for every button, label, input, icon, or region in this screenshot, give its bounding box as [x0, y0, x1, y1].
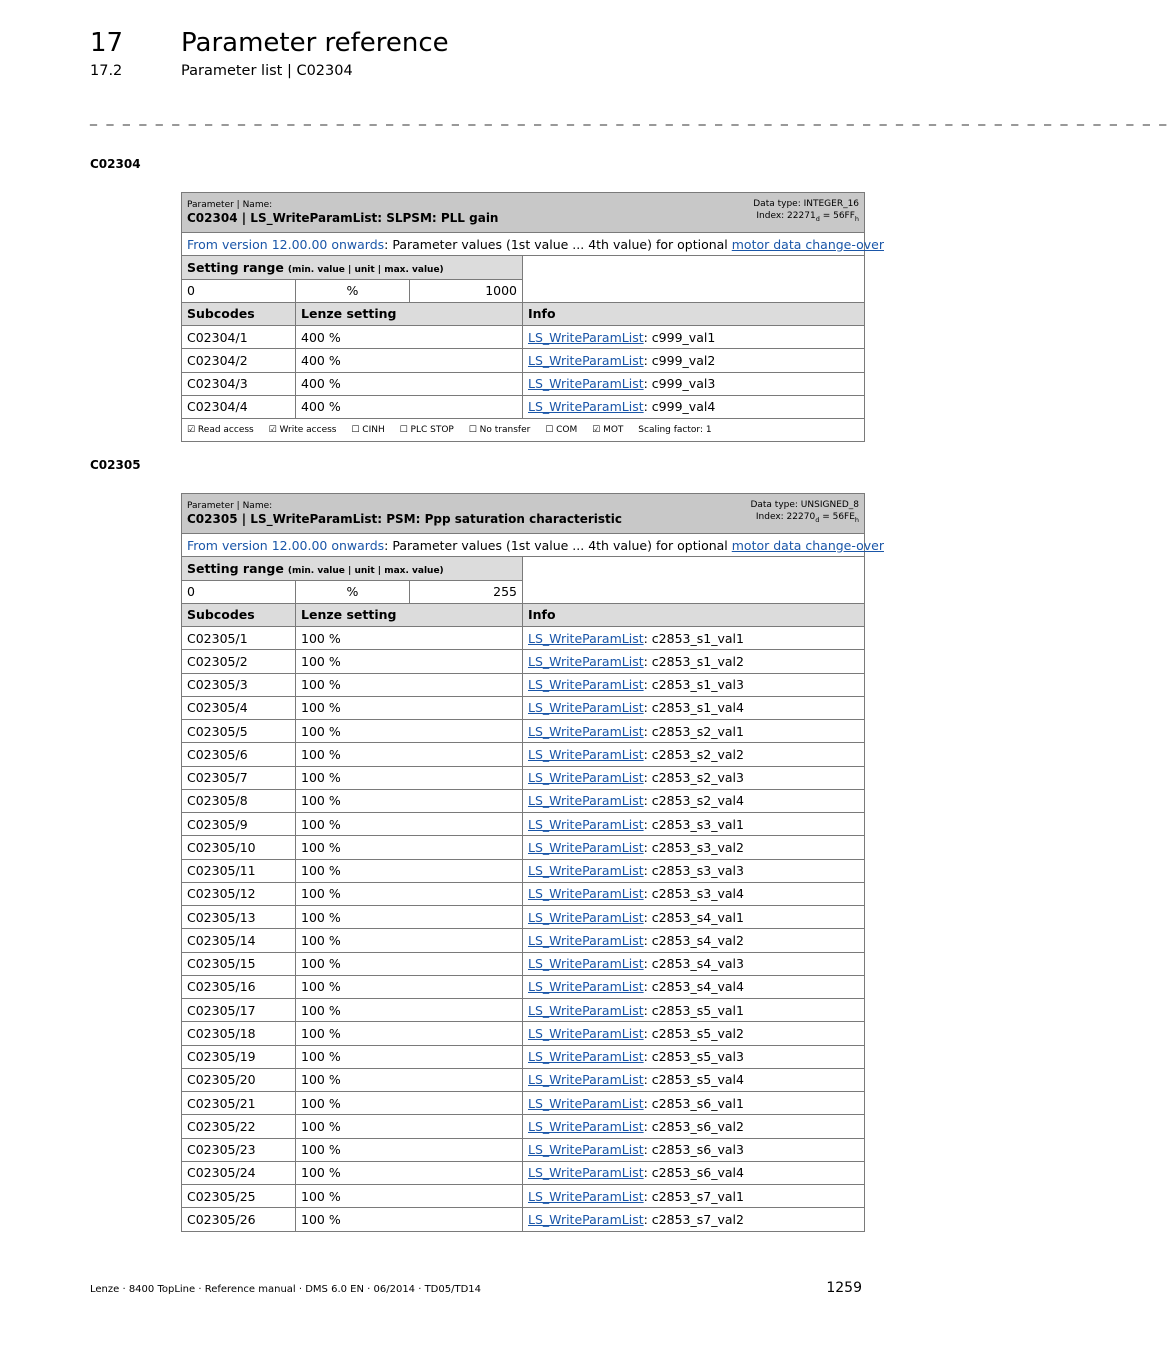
subcode-cell: C02305/25	[182, 1185, 296, 1208]
lenze-setting-cell: 100 %	[296, 673, 523, 696]
range-min: 0	[182, 279, 296, 302]
writeparamlist-link[interactable]: LS_WriteParamList	[528, 839, 644, 855]
writeparamlist-link[interactable]: LS_WriteParamList	[528, 932, 644, 948]
lenze-setting-cell: 100 %	[296, 1045, 523, 1068]
writeparamlist-link[interactable]: LS_WriteParamList	[528, 653, 644, 669]
lenze-setting-cell: 100 %	[296, 789, 523, 812]
info-cell: LS_WriteParamList: c2853_s7_val1	[523, 1185, 865, 1208]
subcode-cell: C02304/1	[182, 326, 296, 349]
chapter-number: 17	[90, 28, 124, 58]
subcode-cell: C02305/7	[182, 766, 296, 789]
table-row	[182, 1161, 865, 1184]
info-cell: LS_WriteParamList: c2853_s1_val1	[523, 627, 865, 650]
writeparamlist-link[interactable]: LS_WriteParamList	[528, 1002, 644, 1018]
motor-data-link[interactable]: motor data change-over	[731, 236, 884, 252]
writeparamlist-link[interactable]: LS_WriteParamList	[528, 1072, 644, 1088]
subcode-cell: C02304/4	[182, 395, 296, 418]
table-row	[182, 859, 865, 882]
param-table-c02305	[181, 493, 884, 1232]
subcode-cell: C02305/19	[182, 1045, 296, 1068]
writeparamlist-link[interactable]: LS_WriteParamList	[528, 1211, 644, 1227]
table-row	[182, 766, 865, 789]
info-cell: LS_WriteParamList: c2853_s3_val3	[523, 859, 865, 882]
info-cell: LS_WriteParamList: c2853_s4_val4	[523, 975, 865, 998]
info-cell: LS_WriteParamList: c2853_s3_val4	[523, 882, 865, 905]
writeparamlist-link[interactable]: LS_WriteParamList	[528, 746, 644, 762]
lenze-setting-cell: 400 %	[296, 349, 523, 372]
writeparamlist-link[interactable]: LS_WriteParamList	[528, 399, 644, 415]
setting-range-label: Setting range (min. value | unit | max. value)	[182, 557, 523, 580]
writeparamlist-link[interactable]: LS_WriteParamList	[528, 886, 644, 902]
writeparamlist-link[interactable]: LS_WriteParamList	[528, 909, 644, 925]
table-row	[182, 1185, 865, 1208]
section-title: Parameter list | C02304	[181, 63, 353, 79]
col-subcodes: Subcodes	[182, 302, 296, 325]
lenze-setting-cell: 100 %	[296, 859, 523, 882]
subcode-cell: C02304/2	[182, 349, 296, 372]
table-row	[182, 789, 865, 812]
subcode-cell: C02304/3	[182, 372, 296, 395]
writeparamlist-link[interactable]: LS_WriteParamList	[528, 1025, 644, 1041]
info-cell: LS_WriteParamList: c2853_s2_val1	[523, 720, 865, 743]
table-row	[182, 906, 865, 929]
subcode-cell: C02305/1	[182, 627, 296, 650]
info-cell: LS_WriteParamList: c2853_s5_val4	[523, 1068, 865, 1091]
col-info: Info	[523, 302, 865, 325]
lenze-setting-cell: 100 %	[296, 952, 523, 975]
info-cell: LS_WriteParamList: c2853_s6_val3	[523, 1138, 865, 1161]
data-type: Data type: UNSIGNED_8	[750, 500, 860, 510]
mot-flag: ☑ MOT	[592, 425, 624, 436]
info-cell: LS_WriteParamList: c2853_s2_val3	[523, 766, 865, 789]
subcode-cell: C02305/17	[182, 999, 296, 1022]
plc-stop-flag: ☐ PLC STOP	[399, 425, 454, 436]
table-row	[182, 1092, 865, 1115]
lenze-setting-cell: 100 %	[296, 813, 523, 836]
subcode-cell: C02305/6	[182, 743, 296, 766]
param-name: C02305 | LS_WriteParamList: PSM: Ppp saturation characteristic	[187, 512, 622, 526]
access-flags	[182, 419, 865, 442]
info-cell: LS_WriteParamList: c999_val4	[523, 395, 865, 418]
writeparamlist-link[interactable]: LS_WriteParamList	[528, 700, 644, 716]
writeparamlist-link[interactable]: LS_WriteParamList	[528, 793, 644, 809]
lenze-setting-cell: 100 %	[296, 1068, 523, 1091]
range-blank	[523, 557, 865, 604]
subcode-cell: C02305/24	[182, 1161, 296, 1184]
info-cell: LS_WriteParamList: c2853_s5_val3	[523, 1045, 865, 1068]
col-info: Info	[523, 603, 865, 626]
table-row	[182, 743, 865, 766]
col-lenze-setting: Lenze setting	[296, 603, 523, 626]
write-access-flag: ☑ Write access	[268, 425, 337, 436]
lenze-setting-cell: 400 %	[296, 395, 523, 418]
info-cell: LS_WriteParamList: c2853_s6_val2	[523, 1115, 865, 1138]
param-header	[182, 193, 865, 233]
param-heading-c02305: C02305	[90, 458, 141, 472]
lenze-setting-cell: 400 %	[296, 326, 523, 349]
info-cell: LS_WriteParamList: c999_val3	[523, 372, 865, 395]
subcode-cell: C02305/21	[182, 1092, 296, 1115]
range-max: 255	[410, 580, 523, 603]
setting-range-label: Setting range (min. value | unit | max. value)	[182, 256, 523, 279]
version-note: From version 12.00.00 onwards	[187, 236, 385, 252]
table-row	[182, 1115, 865, 1138]
table-row	[182, 650, 865, 673]
lenze-setting-cell: 100 %	[296, 999, 523, 1022]
writeparamlist-link[interactable]: LS_WriteParamList	[528, 1188, 644, 1204]
range-max: 1000	[410, 279, 523, 302]
lenze-setting-cell: 100 %	[296, 766, 523, 789]
info-cell: LS_WriteParamList: c2853_s6_val1	[523, 1092, 865, 1115]
lenze-setting-cell: 100 %	[296, 1022, 523, 1045]
writeparamlist-link[interactable]: LS_WriteParamList	[528, 1165, 644, 1181]
param-name: C02304 | LS_WriteParamList: SLPSM: PLL gain	[187, 211, 499, 225]
table-row	[182, 627, 865, 650]
lenze-setting-cell: 100 %	[296, 743, 523, 766]
info-cell: LS_WriteParamList: c2853_s3_val2	[523, 836, 865, 859]
range-unit: %	[296, 580, 410, 603]
section-number: 17.2	[90, 63, 123, 79]
lenze-setting-cell: 100 %	[296, 1185, 523, 1208]
info-cell: LS_WriteParamList: c999_val2	[523, 349, 865, 372]
table-row	[182, 1045, 865, 1068]
col-subcodes: Subcodes	[182, 603, 296, 626]
subcode-cell: C02305/4	[182, 696, 296, 719]
subcode-cell: C02305/13	[182, 906, 296, 929]
table-row	[182, 836, 865, 859]
writeparamlist-link[interactable]: LS_WriteParamList	[528, 376, 644, 392]
writeparamlist-link[interactable]: LS_WriteParamList	[528, 677, 644, 693]
table-row	[182, 813, 865, 836]
range-min: 0	[182, 580, 296, 603]
writeparamlist-link[interactable]: LS_WriteParamList	[528, 770, 644, 786]
info-cell: LS_WriteParamList: c2853_s2_val2	[523, 743, 865, 766]
page-number: 1259	[826, 1280, 862, 1296]
subcode-cell: C02305/18	[182, 1022, 296, 1045]
param-heading-c02304: C02304	[90, 157, 141, 171]
table-row	[182, 696, 865, 719]
info-cell: LS_WriteParamList: c2853_s1_val4	[523, 696, 865, 719]
info-cell: LS_WriteParamList: c2853_s6_val4	[523, 1161, 865, 1184]
param-table-c02304	[181, 192, 884, 442]
param-index: Index: $22270_d = 56FE_h$	[755, 512, 860, 524]
writeparamlist-link[interactable]: LS_WriteParamList	[528, 863, 644, 879]
scaling-factor: Scaling factor: 1	[638, 425, 712, 436]
table-row	[182, 1022, 865, 1045]
subcode-cell: C02305/2	[182, 650, 296, 673]
info-cell: LS_WriteParamList: c2853_s5_val1	[523, 999, 865, 1022]
param-header	[182, 494, 865, 534]
subcode-cell: C02305/5	[182, 720, 296, 743]
table-row	[182, 720, 865, 743]
lenze-setting-cell: 100 %	[296, 650, 523, 673]
param-name-label: Parameter | Name:	[187, 200, 273, 210]
subcode-cell: C02305/10	[182, 836, 296, 859]
param-index: Index: $22271_d = 56FF_h$	[756, 211, 860, 223]
cinh-flag: ☐ CINH	[351, 425, 385, 436]
subcode-cell: C02305/22	[182, 1115, 296, 1138]
subcode-cell: C02305/9	[182, 813, 296, 836]
table-row	[182, 975, 865, 998]
param-type-index	[753, 198, 859, 225]
writeparamlist-link[interactable]: LS_WriteParamList	[528, 956, 644, 972]
lenze-setting-cell: 100 %	[296, 975, 523, 998]
table-row	[182, 395, 865, 418]
lenze-setting-cell: 400 %	[296, 372, 523, 395]
info-cell: LS_WriteParamList: c2853_s4_val3	[523, 952, 865, 975]
lenze-setting-cell: 100 %	[296, 1208, 523, 1231]
subcode-cell: C02305/26	[182, 1208, 296, 1231]
table-row	[182, 999, 865, 1022]
writeparamlist-link[interactable]: LS_WriteParamList	[528, 816, 644, 832]
writeparamlist-link[interactable]: LS_WriteParamList	[528, 979, 644, 995]
subcode-cell: C02305/15	[182, 952, 296, 975]
range-unit: %	[296, 279, 410, 302]
writeparamlist-link[interactable]: LS_WriteParamList	[528, 352, 644, 368]
header-separator: _ _ _ _ _ _ _ _ _ _ _ _ _ _ _ _ _ _ _ _ _ _ _ _ _ _ _ _ _ _ _ _ _ _ _ _ _ _ _ _ _ _ _ _ _ _ _ _ _ _ _ _ _ _ _ _ _ _ _ _ _ _ _ _ _ _	[90, 110, 1169, 126]
no-transfer-flag: ☐ No transfer	[468, 425, 531, 436]
table-row	[182, 326, 865, 349]
lenze-setting-cell: 100 %	[296, 1092, 523, 1115]
subcode-cell: C02305/3	[182, 673, 296, 696]
lenze-setting-cell: 100 %	[296, 906, 523, 929]
lenze-setting-cell: 100 %	[296, 1161, 523, 1184]
table-row	[182, 952, 865, 975]
lenze-setting-cell: 100 %	[296, 882, 523, 905]
table-row	[182, 929, 865, 952]
data-type: Data type: INTEGER_16	[753, 199, 860, 209]
info-cell: LS_WriteParamList: c2853_s4_val1	[523, 906, 865, 929]
param-description: From version 12.00.00 onwards: Parameter values (1st value ... 4th value) for optional motor data change-over	[182, 534, 865, 557]
writeparamlist-link[interactable]: LS_WriteParamList	[528, 723, 644, 739]
subcode-cell: C02305/23	[182, 1138, 296, 1161]
subcode-cell: C02305/12	[182, 882, 296, 905]
lenze-setting-cell: 100 %	[296, 696, 523, 719]
info-cell: LS_WriteParamList: c2853_s7_val2	[523, 1208, 865, 1231]
lenze-setting-cell: 100 %	[296, 929, 523, 952]
writeparamlist-link[interactable]: LS_WriteParamList	[528, 1118, 644, 1134]
info-cell: LS_WriteParamList: c2853_s5_val2	[523, 1022, 865, 1045]
lenze-setting-cell: 100 %	[296, 1115, 523, 1138]
motor-data-link[interactable]: motor data change-over	[731, 537, 884, 553]
info-cell: LS_WriteParamList: c2853_s1_val3	[523, 673, 865, 696]
param-name-label: Parameter | Name:	[187, 501, 273, 511]
table-row	[182, 1138, 865, 1161]
lenze-setting-cell: 100 %	[296, 836, 523, 859]
lenze-setting-cell: 100 %	[296, 627, 523, 650]
lenze-setting-cell: 100 %	[296, 720, 523, 743]
table-row	[182, 372, 865, 395]
lenze-setting-cell: 100 %	[296, 1138, 523, 1161]
table-row	[182, 673, 865, 696]
writeparamlist-link[interactable]: LS_WriteParamList	[528, 329, 644, 345]
com-flag: ☐ COM	[545, 425, 578, 436]
table-row	[182, 882, 865, 905]
col-lenze-setting: Lenze setting	[296, 302, 523, 325]
subcode-cell: C02305/20	[182, 1068, 296, 1091]
range-blank	[523, 256, 865, 303]
param-description: From version 12.00.00 onwards: Parameter values (1st value ... 4th value) for optional motor data change-over	[182, 233, 865, 256]
subcode-cell: C02305/11	[182, 859, 296, 882]
table-row	[182, 1068, 865, 1091]
info-cell: LS_WriteParamList: c2853_s2_val4	[523, 789, 865, 812]
table-row	[182, 349, 865, 372]
version-note: From version 12.00.00 onwards	[187, 537, 385, 553]
info-cell: LS_WriteParamList: c999_val1	[523, 326, 865, 349]
writeparamlist-link[interactable]: LS_WriteParamList	[528, 1049, 644, 1065]
info-cell: LS_WriteParamList: c2853_s3_val1	[523, 813, 865, 836]
subcode-cell: C02305/14	[182, 929, 296, 952]
chapter-title: Parameter reference	[181, 28, 449, 58]
info-cell: LS_WriteParamList: c2853_s4_val2	[523, 929, 865, 952]
subcode-cell: C02305/8	[182, 789, 296, 812]
info-cell: LS_WriteParamList: c2853_s1_val2	[523, 650, 865, 673]
table-row	[182, 1208, 865, 1231]
writeparamlist-link[interactable]: LS_WriteParamList	[528, 1142, 644, 1158]
writeparamlist-link[interactable]: LS_WriteParamList	[528, 1095, 644, 1111]
footer-text: Lenze · 8400 TopLine · Reference manual · DMS 6.0 EN · 06/2014 · TD05/TD14	[90, 1284, 482, 1295]
read-access-flag: ☑ Read access	[187, 425, 254, 436]
subcode-cell: C02305/16	[182, 975, 296, 998]
param-type-index	[750, 499, 859, 526]
writeparamlist-link[interactable]: LS_WriteParamList	[528, 630, 644, 646]
